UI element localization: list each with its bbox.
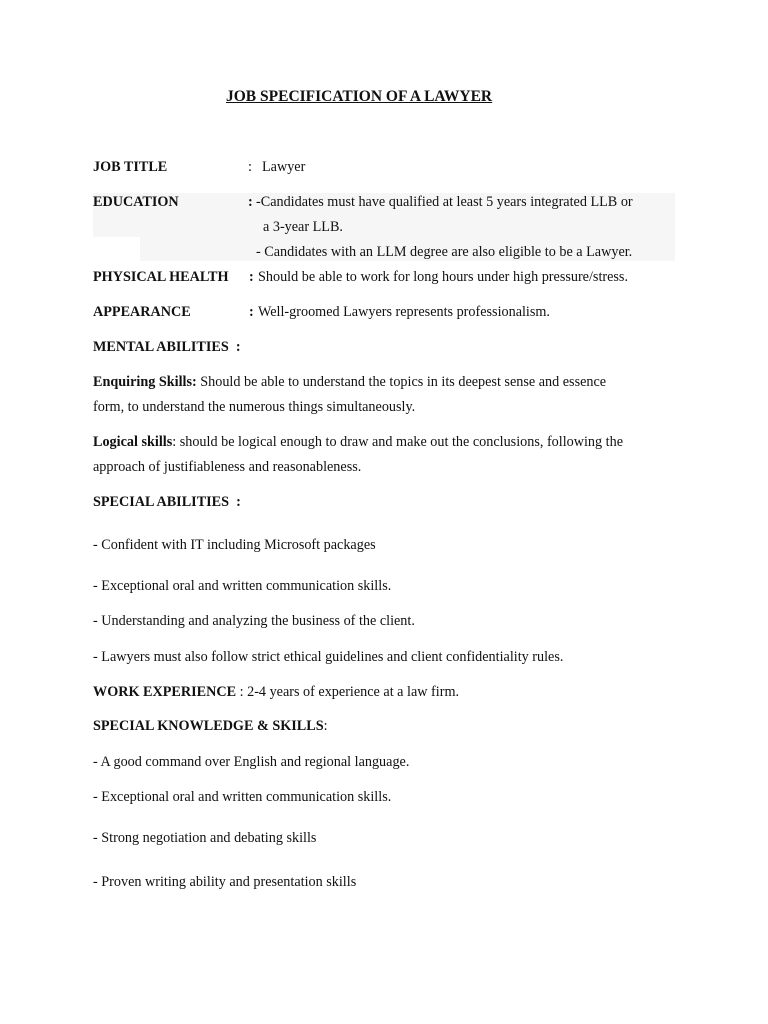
work-experience-value: : 2-4 years of experience at a law firm. — [239, 684, 460, 700]
special-knowledge-heading-line — [93, 718, 328, 735]
physical-health-value: Should be able to work for long hours under high pressure/stress. — [258, 269, 628, 285]
physical-health-label: PHYSICAL HEALTH — [93, 269, 229, 285]
special-knowledge-heading: SPECIAL KNOWLEDGE & SKILLS — [93, 718, 324, 734]
education-label: EDUCATION — [93, 194, 179, 210]
education-line-3: - Candidates with an LLM degree are also eligible to be a Lawyer. — [256, 244, 633, 260]
education-line-1: -Candidates must have qualified at least 5 years integrated LLB or — [256, 194, 633, 210]
job-title-label: JOB TITLE — [93, 159, 168, 175]
work-experience-line — [93, 684, 459, 701]
logical-skills-label: Logical skills — [93, 434, 173, 450]
list-item: - Proven writing ability and presentation skills — [93, 874, 357, 890]
special-knowledge-colon: : — [323, 718, 328, 734]
list-item: - Understanding and analyzing the business of the client. — [93, 613, 415, 629]
list-item: - A good command over English and regional language. — [93, 754, 410, 770]
job-title-value: Lawyer — [262, 159, 306, 175]
mental-abilities-heading: MENTAL ABILITIES : — [93, 339, 241, 355]
document-title: JOB SPECIFICATION OF A LAWYER — [226, 88, 493, 105]
education-sep: : — [248, 194, 253, 210]
list-item: - Confident with IT including Microsoft packages — [93, 537, 376, 553]
education-line-2: a 3-year LLB. — [263, 219, 343, 235]
logical-skills-line-2: approach of justifiableness and reasonableness. — [93, 459, 362, 475]
list-item: - Exceptional oral and written communication skills. — [93, 578, 392, 594]
appearance-label: APPEARANCE — [93, 304, 191, 320]
work-experience-label: WORK EXPERIENCE — [93, 684, 237, 700]
list-item: - Lawyers must also follow strict ethical guidelines and client confidentiality rules. — [93, 649, 564, 665]
list-item: - Exceptional oral and written communication skills. — [93, 789, 392, 805]
enquiring-skills-line-1 — [93, 374, 606, 391]
logical-skills-text: : should be logical enough to draw and make out the conclusions, following the — [172, 434, 623, 450]
appearance-value: Well-groomed Lawyers represents professionalism. — [258, 304, 550, 320]
job-title-sep: : — [248, 159, 252, 175]
enquiring-skills-label: Enquiring Skills: — [93, 374, 197, 390]
special-abilities-heading: SPECIAL ABILITIES : — [93, 494, 241, 510]
list-item: - Strong negotiation and debating skills — [93, 830, 317, 846]
logical-skills-line-1 — [93, 434, 623, 451]
enquiring-skills-line-2: form, to understand the numerous things simultaneously. — [93, 399, 416, 415]
physical-health-sep: : — [249, 269, 254, 285]
enquiring-skills-text: Should be able to understand the topics in its deepest sense and essence — [200, 374, 607, 390]
appearance-sep: : — [249, 304, 254, 320]
